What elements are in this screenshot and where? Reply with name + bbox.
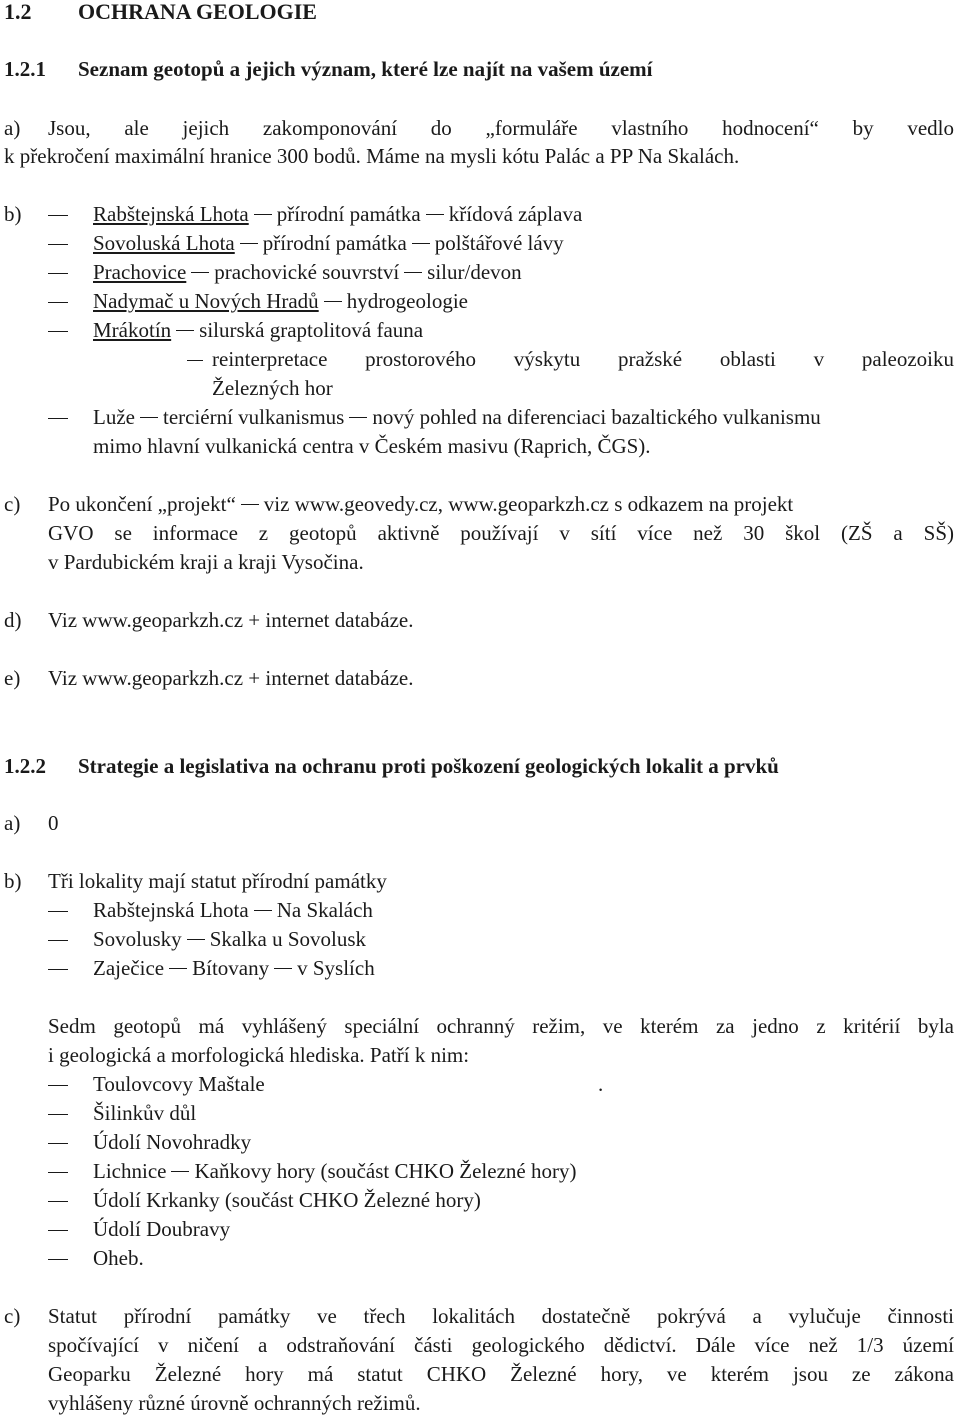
dash-separator [426,214,444,215]
list-text: Toulovcovy Maštale [93,1072,265,1096]
dash-separator [241,504,259,505]
list-text: přírodní památka [262,231,407,255]
dash-bullet [48,1085,68,1086]
subsection-number: 1.2.2 [4,754,46,778]
section-number: 1.2 [4,0,32,24]
paragraph-line [48,491,954,517]
paragraph-line: vyhlášeny různé úrovně ochranných režimů. [48,1391,421,1415]
paragraph-line: v Pardubickém kraji a kraji Vysočina. [48,550,364,574]
list-item-sub-line2 [0,375,960,401]
dash-bullet [48,1230,68,1231]
item-label: a) [4,116,21,140]
location-name: Luže [93,405,135,429]
list-text: hydrogeologie [346,289,468,313]
list-item [0,1245,960,1271]
dash-bullet [48,1259,68,1260]
dash-bullet [48,302,68,303]
list-item [0,1100,960,1126]
dash-bullet [48,1201,68,1202]
item-label: b) [4,869,22,893]
list-text: Rabštejnská Lhota [93,898,249,922]
item-label: a) [4,811,21,835]
dash-separator [240,243,258,244]
dash-separator [412,243,430,244]
list-text: Údolí Krkanky (součást CHKO Železné hory) [93,1188,481,1212]
list-text: Zaječice [93,956,165,980]
dash-separator [349,417,367,418]
dash-bullet [48,1114,68,1115]
item-label: b) [4,202,22,226]
item-a [0,115,960,141]
item-c-line4 [0,1390,960,1416]
list-text: křídová záplava [448,202,583,226]
list-text: silur/devon [427,260,522,284]
dash-bullet [48,969,68,970]
dash-bullet [48,418,68,419]
paragraph-line: Jsou, ale jejich zakomponování do „formuláře vlastního hodnocení“ by vedlo [48,116,954,140]
list-item [0,230,960,256]
item-a [0,810,960,836]
item-e [0,665,960,691]
list-text: Skalka u Sovolusk [209,927,367,951]
section-heading [0,0,960,25]
dash-separator [191,272,209,273]
paragraph-line [0,1013,960,1039]
location-name: Sovoluská Lhota [93,231,235,255]
item-a-line2 [0,143,960,169]
paragraph-line: GVO se informace z geotopů aktivně používají v sítí více než 30 škol (ZŠ a SŠ) [48,521,954,545]
dash-bullet [48,1143,68,1144]
paragraph-line: k překročení maximální hranice 300 bodů. Máme na mysli kótu Palác a PP Na Skalách. [4,144,740,168]
item-label: c) [4,492,21,516]
dash-bullet [48,911,68,912]
section-title: OCHRANA GEOLOGIE [78,0,317,24]
paragraph-line: Viz www.geoparkzh.cz + internet databáze. [48,666,414,690]
subsection-number: 1.2.1 [4,57,46,81]
location-name: Nadymač u Nových Hradů [93,289,319,313]
dash-separator [169,968,187,969]
list-item [0,404,960,430]
list-item [0,201,960,227]
location-name: Rabštejnská Lhota [93,202,249,226]
list-text: Kaňkovy hory (součást CHKO Železné hory) [194,1159,577,1183]
list-text: terciérní vulkanismus [162,405,345,429]
list-item [0,259,960,285]
dash-bullet [48,215,68,216]
location-name: Prachovice [93,260,187,284]
paragraph-line: Viz www.geoparkzh.cz + internet databáze. [48,608,414,632]
item-b [0,868,960,894]
item-label: e) [4,666,21,690]
list-text: přírodní památka [276,202,421,226]
list-text: polštářové lávy [434,231,564,255]
dash-bullet [48,940,68,941]
dash-bullet [48,1172,68,1173]
list-item [0,926,960,952]
list-item [0,897,960,923]
location-name: Mrákotín [93,318,172,342]
dash-separator [404,272,422,273]
dash-separator [171,1171,189,1172]
list-item [0,1216,960,1242]
item-label: d) [4,608,22,632]
subsection-title: Seznam geotopů a jejich význam, které lze najít na vašem území [78,57,653,81]
item-c-line3 [0,1361,960,1387]
subsection-heading [0,56,960,82]
list-text: Lichnice [93,1159,167,1183]
dash-separator [254,214,272,215]
list-item [0,317,960,343]
paragraph-text: i geologická a morfologická hlediska. Patří k nim: [48,1043,470,1067]
subsection-heading [0,753,960,779]
dash-separator [187,939,205,940]
list-item [0,1071,960,1097]
list-text: mimo hlavní vulkanická centra v Českém masivu (Raprich, ČGS). [93,434,651,458]
list-text: Oheb. [93,1246,144,1270]
paragraph-text: Po ukončení „projekt“ [48,492,236,516]
list-item-line2 [0,433,960,459]
list-text: v Syslích [297,956,375,980]
list-text: reinterpretace prostorového výskytu pražské oblasti v paleozoiku [212,347,954,371]
item-c-line2 [0,1332,960,1358]
list-text: Železných hor [212,376,333,400]
item-c-line2 [0,520,960,546]
dash-bullet [48,273,68,274]
item-c [0,1303,960,1329]
paragraph-line [0,1042,960,1068]
list-text: Na Skalách [276,898,373,922]
list-text: Údolí Novohradky [93,1130,252,1154]
dash-separator [324,301,342,302]
list-text: prachovické souvrství [214,260,400,284]
paragraph-line: 0 [48,811,59,835]
list-item [0,1158,960,1184]
dash-separator [176,330,194,331]
paragraph-text: Sedm geotopů má vyhlášený speciální ochranný režim, ve kterém za jedno z kritérií byla [48,1014,954,1038]
list-item [0,288,960,314]
paragraph-line: Statut přírodní památky ve třech lokalitách dostatečně pokrývá a vylučuje činnosti [48,1304,954,1328]
list-text: Šilinkův důl [93,1101,197,1125]
list-item [0,955,960,981]
paragraph-line: spočívající v ničení a odstraňování části geologického dědictví. Dále více než 1/3 území [48,1333,954,1357]
dash-bullet [48,331,68,332]
list-text: silurská graptolitová fauna [199,318,424,342]
stray-dot: . [598,1072,604,1096]
list-item-sub [0,346,960,372]
list-text: Sovolusky [93,927,182,951]
item-d [0,607,960,633]
item-label: c) [4,1304,21,1328]
paragraph-line: Geoparku Železné hory má statut CHKO Železné hory, ve kterém jsou ze zákona [48,1362,954,1386]
subsection-title: Strategie a legislativa na ochranu proti poškození geologických lokalit a prvků [78,754,779,778]
list-text: Bítovany [192,956,270,980]
list-text: nový pohled na diferenciaci bazaltického vulkanismu [372,405,821,429]
dash-separator [254,910,272,911]
dash-separator [140,417,158,418]
list-item [0,1187,960,1213]
item-c [0,491,960,517]
dash-bullet [48,244,68,245]
list-text: Údolí Doubravy [93,1217,231,1241]
item-c-line3 [0,549,960,575]
list-item [0,1129,960,1155]
paragraph-text: viz www.geovedy.cz, www.geoparkzh.cz s odkazem na projekt [263,492,794,516]
dash-bullet [187,360,203,361]
dash-separator [274,968,292,969]
paragraph-line: Tři lokality mají statut přírodní památky [48,869,387,893]
